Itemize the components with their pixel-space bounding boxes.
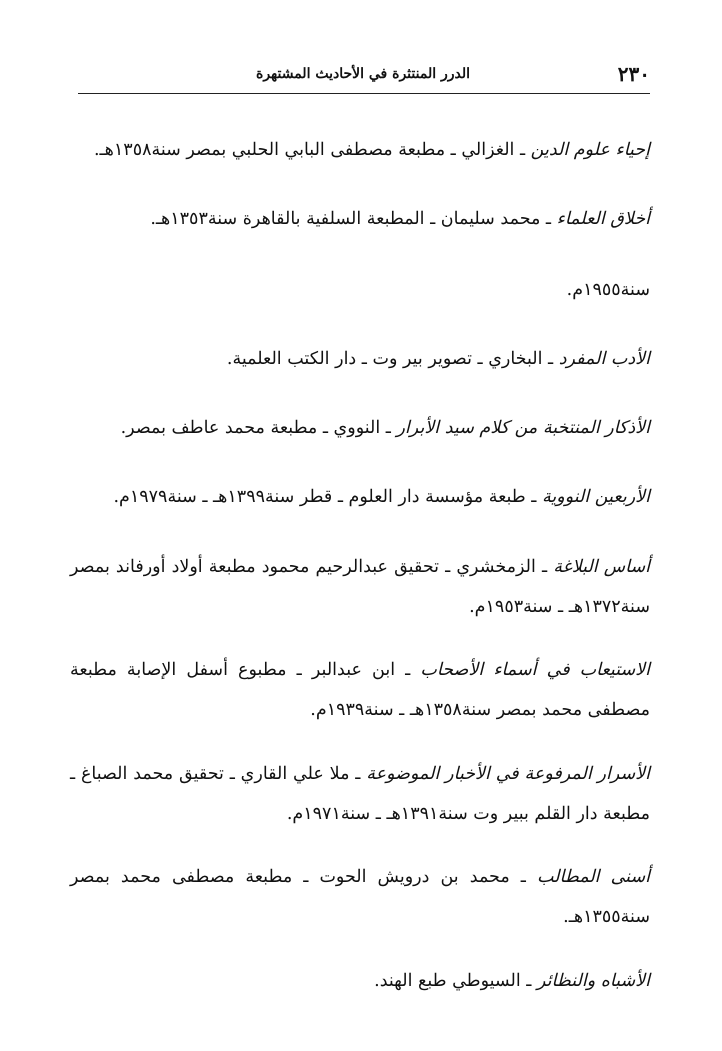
bibliography-entry xyxy=(70,547,650,627)
entry-title: أسنى المطالب xyxy=(537,866,650,887)
entry-title: الأدب المفرد xyxy=(558,348,650,369)
bibliography-entry xyxy=(70,199,650,239)
bibliography-entry xyxy=(70,130,650,170)
page-header xyxy=(78,62,650,92)
bibliography-entry xyxy=(70,961,650,1001)
bibliography-entry xyxy=(70,339,650,379)
entry-title: الاستيعاب في أسماء الأصحاب xyxy=(420,659,650,680)
entry-title: الأسرار المرفوعة في الأخبار الموضوعة xyxy=(366,763,650,784)
entry-title: الأربعين النووية xyxy=(542,486,650,507)
header-divider xyxy=(78,93,650,94)
bibliography-entry xyxy=(70,270,650,310)
page-number: ٢٣٠ xyxy=(617,62,650,86)
entry-details: ـ محمد بن درويش الحوت ـ مطبعة مصطفى محمد بمصر سنة١٣٥٥هـ. xyxy=(70,866,650,927)
entry-details: ـ طبعة مؤسسة دار العلوم ـ قطر سنة١٣٩٩هـ ـ سنة١٩٧٩م. xyxy=(113,486,542,507)
entry-details: ـ البخاري ـ تصوير بير وت ـ دار الكتب العلمية. xyxy=(226,348,559,369)
bibliography-entry xyxy=(70,650,650,730)
entry-details: ـ ابن عبدالبر ـ مطبوع أسفل الإصابة مطبعة مصطفى محمد بمصر سنة١٣٥٨هـ ـ سنة١٩٣٩م. xyxy=(70,659,650,720)
entry-details: ـ الزمخشري ـ تحقيق عبدالرحيم محمود مطبعة أولاد أورفاند بمصر سنة١٣٧٢هـ ـ سنة١٩٥٣م. xyxy=(70,556,650,617)
entry-title: أخلاق العلماء xyxy=(556,208,650,229)
running-title: الدرر المنتثرة في الأحاديث المشتهرة xyxy=(255,66,470,82)
entry-title: الأشباه والنظائر xyxy=(537,970,650,991)
entry-details: ـ محمد سليمان ـ المطبعة السلفية بالقاهرة سنة١٣٥٣هـ. xyxy=(150,208,557,229)
entry-details: ـ السيوطي طبع الهند. xyxy=(374,970,537,991)
entry-details: ـ الغزالي ـ مطبعة مصطفى البابي الحلبي بمصر سنة١٣٥٨هـ. xyxy=(93,139,531,160)
entry-title: أساس البلاغة xyxy=(553,556,650,577)
bibliography-entry xyxy=(70,754,650,834)
bibliography-entry xyxy=(70,477,650,517)
entry-details: ـ النووي ـ مطبعة محمد عاطف بمصر. xyxy=(120,417,397,438)
entry-title: الأذكار المنتخبة من كلام سيد الأبرار xyxy=(396,417,650,438)
entry-details: سنة١٩٥٥م. xyxy=(566,279,650,300)
bibliography-entry xyxy=(70,857,650,937)
bibliography-entry xyxy=(70,408,650,448)
entry-details: ـ ملا علي القاري ـ تحقيق محمد الصباغ ـ مطبعة دار القلم ببير وت سنة١٣٩١هـ ـ سنة١٩٧١م. xyxy=(70,763,650,824)
entry-title: إحياء علوم الدين xyxy=(530,139,650,160)
